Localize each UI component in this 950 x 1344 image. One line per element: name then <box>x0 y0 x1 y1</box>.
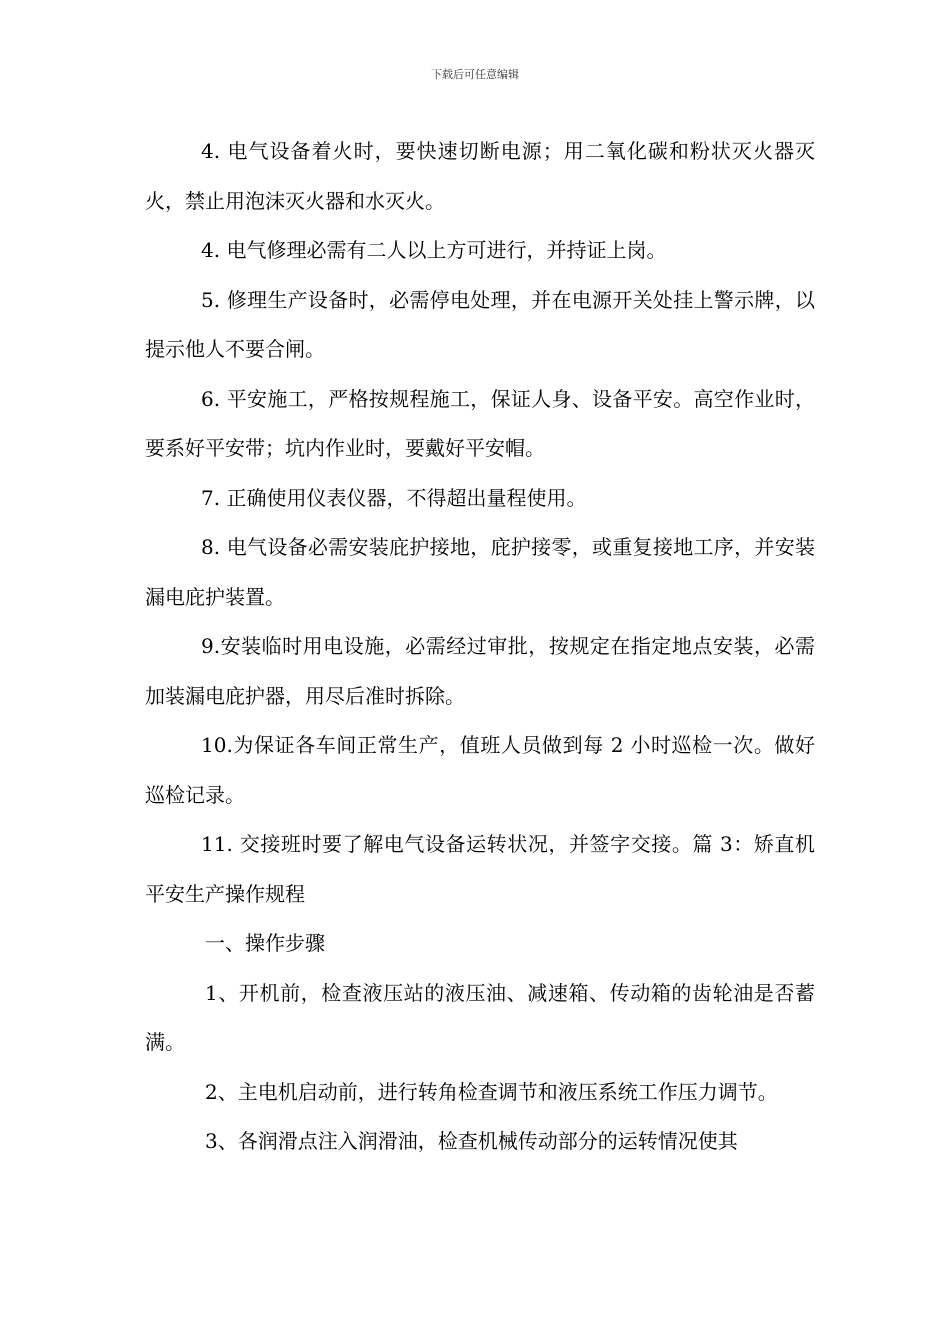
paragraph-8: 10.为保证各车间正常生产，值班人员做到每 2 小时巡检一次。做好巡检记录。 <box>145 733 815 807</box>
document-body <box>145 127 815 1167</box>
paragraph-2: 4. 电气修理必需有二人以上方可进行，并持证上岗。 <box>201 238 667 262</box>
paragraph-12: 2、主电机启动前，进行转角检查调节和液压系统工作压力调节。 <box>205 1079 778 1104</box>
paragraph-5: 7. 正确使用仪表仪器，不得超出量程使用。 <box>201 485 587 510</box>
paragraph-6: 8. 电气设备必需安装庇护接地，庇护接零，或重复接地工序，并安装漏电庇护装置。 <box>145 535 815 609</box>
section-heading: 一、操作步骤 <box>205 931 325 955</box>
paragraph-7: 9.安装临时用电设施，必需经过审批，按规定在指定地点安装，必需加装漏电庇护器，用尽后准时拆除。 <box>145 634 815 708</box>
paragraph-1: 4. 电气设备着火时，要快速切断电源；用二氧化碳和粉状灭火器灭火，禁止用泡沫灭火器和水灭火。 <box>145 139 815 213</box>
page-header: 下载后可任意编辑 <box>431 68 519 81</box>
paragraph-3: 5. 修理生产设备时，必需停电处理，并在电源开关处挂上警示牌，以提示他人不要合闸。 <box>145 287 815 361</box>
paragraph-9: 11. 交接班时要了解电气设备运转状况，并签字交接。篇 3：矫直机平安生产操作规程 <box>145 832 815 906</box>
paragraph-4: 6. 平安施工，严格按规程施工，保证人身、设备平安。高空作业时，要系好平安带；坑内作业时，要戴好平安帽。 <box>145 386 815 460</box>
paragraph-13: 3、各润滑点注入润滑油，检查机械传动部分的运转情况使其 <box>205 1129 738 1153</box>
paragraph-11: 1、开机前，检查液压站的液压油、减速箱、传动箱的齿轮油是否蓄满。 <box>145 980 815 1054</box>
